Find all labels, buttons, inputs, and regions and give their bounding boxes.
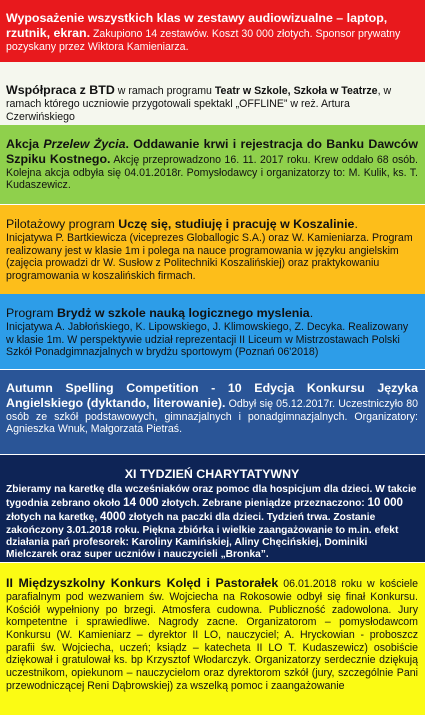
news-item-audiovisual-sets (0, 0, 425, 62)
program-name: Teatr w Szkole, Szkoła w Teatrze (214, 85, 378, 97)
news-item-carol-contest (0, 563, 425, 715)
news-title: Współpraca z BTD (6, 83, 115, 97)
news-title-part: . (309, 306, 314, 320)
news-title-part: Akcja (6, 137, 44, 151)
news-item-btd-cooperation (0, 62, 425, 125)
news-title: XI TYDZIEŃ CHARYTATYWNY (124, 467, 300, 481)
news-body (6, 484, 418, 561)
news-body: Zakupiono 14 zestawów. Koszt 30 000 złotych. Sponsor prywatny pozyskany przez Wiktora Kamieniarza. (6, 27, 401, 53)
news-body-part: złotych na karetkę, (6, 512, 100, 524)
amount-ambulance: 10 000 (367, 496, 403, 510)
news-title: II Międzyszkolny Konkurs Kolęd i Pastorałek (6, 576, 279, 590)
news-title-part: . (354, 217, 358, 231)
news-body-part: Zbieramy na karetkę dla wcześniaków oraz pomoc dla hospicjum dla dzieci. W takcie tygodnia zebrano około (6, 483, 417, 510)
program-name: Uczę się, studiuję i pracuję w Koszalinie (118, 217, 355, 231)
news-title: Autumn Spelling Competition - 10 Edycja Konkursu Języka Angielskiego (dyktando, literowanie). (6, 381, 418, 410)
news-body: 06.01.2018 roku w kościele parafialnym pod wezwaniem św. Wojciecha na Rokosowie odbył się finał Konkursu. Kościół wypełniony po brzegi. Atmosfera cudowna. Publiczność zadowolona. Jury kompetentne i sprawiedliwe. Nagrody zacne. Organizatorom – pomysłodawcom Konkursu (W. Kamieniarz – dyrektor II LO, nauczyciel; A. Hryckowian - proboszcz parafii św. Wojciecha, uczeń; ksiądz – katecheta II LO T. Kudaszewicz) osobiście dziękował i gratulował ks. bp Krzysztof Włodarczyk. Organizatorzy serdecznie dziękują uczestnikom, opiekunom – nauczycielom oraz dyrektorom szkół (jury, szczególnie Pani przewodniczącej Reni Dąbrowskiej) za wszelką pomoc i zaangażowanie (6, 578, 419, 692)
news-title (6, 306, 313, 320)
news-title: Wyposażenie wszystkich klas w zestawy audiowizualne – laptop, rzutnik, ekran. (6, 11, 388, 40)
news-body: Akcję przeprowadzono 16. 11. 2017 roku. Krew oddało 68 osób. Kolejna akcja odbyła się 04.01.2018r. Pomysłodawcy i organizatorzy to: M. Kulik, ks. T. Kudaszewicz. (6, 153, 418, 192)
news-item-charity-week (0, 455, 425, 562)
news-item-pilot-program (0, 205, 425, 294)
news-body: Inicjatywa P. Bartkiewicza (viceprezes Globallogic S.A.) oraz W. Kamieniarza. Program realizowany jest w klasie 1m i polega na nauce programowania w języku angielskim (zajęcia prowadzi dr W. Susłow z Politechniki Koszalińskiej) oraz praktykowaniu programowania w koszalińskich firmach. (6, 231, 413, 282)
news-title-part: Pilotażowy program (6, 217, 119, 231)
news-title-part: . Oddawanie krwi i rejestracja do Banku Dawców Szpiku Kostnego. (6, 137, 418, 166)
news-title-part: Program (6, 306, 57, 320)
news-body: Odbył się 05.12.2017r. Uczestniczyło 80 osób ze szkół podstawowych, gimnazjalnych i ponadgimnazjalnych. Organizatory: Agnieszka Wnuk, Małgorzata Pietraś. (6, 397, 418, 436)
news-item-bridge-program (0, 294, 425, 369)
news-item-spelling-competition (0, 370, 425, 454)
campaign-name: Przelew Życia (43, 137, 126, 151)
amount-packages: 4000 (100, 510, 126, 524)
news-title (6, 217, 358, 231)
news-body-part: złotych. Zebrane pieniądze przeznaczono: (158, 498, 368, 510)
news-body: Inicjatywa A. Jabłońskiego, K. Lipowskiego, J. Klimowskiego, Z. Decyka. Realizowany w klasie 1m. W perspektywie udział reprezentacji II Liceum w Mistrzostawach Polski Szkół Ponadgimnazjalnych w brydżu sportowym (Poznań 06'2018) (6, 320, 409, 359)
news-body-part: złotych na paczki dla dzieci. Tydzień trwa. Zostanie zakończony 3.01.2018 roku. Piękna zbiórka i wielkie zaangażowanie to m.in. efekt działania pań profesorek: Karoliny Kamińskiej, Aliny Chęcińskiej, Dominiki Mielczarek oraz super uczniów i nauczycieli „Bronka”. (6, 512, 399, 561)
news-item-blood-donation (0, 125, 425, 204)
news-body: , w ramach którego uczniowie przygotowali spektakl „OFFLINE” w reż. Artura Czerwińskiego (6, 85, 392, 123)
amount-total: 14 000 (123, 496, 159, 510)
program-name: Brydż w szkole nauką logicznego myslenia (56, 306, 310, 320)
news-body: w ramach programu (114, 85, 215, 97)
